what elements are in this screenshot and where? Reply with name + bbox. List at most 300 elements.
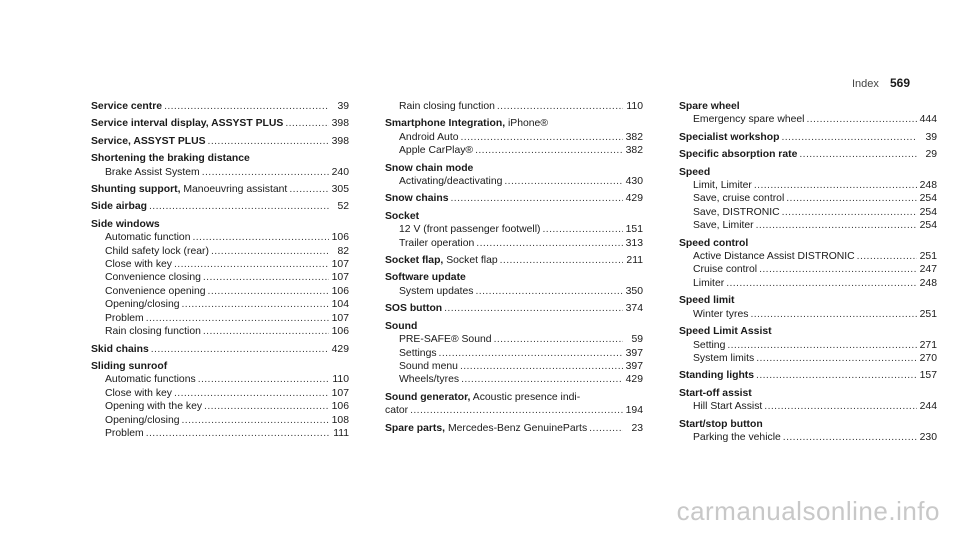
entry-subterm: Wheels/tyres <box>399 374 460 386</box>
page-ref: 270 <box>919 352 937 364</box>
entry-text <box>693 339 725 352</box>
entry-term: Snow chain mode <box>385 162 474 174</box>
entry-term: Shortening the braking distance <box>91 153 250 165</box>
page-ref: 350 <box>625 285 643 297</box>
index-line <box>385 285 643 298</box>
entry-subterm: Setting <box>693 339 726 351</box>
index-line <box>385 422 643 435</box>
index-line <box>679 131 937 144</box>
entry-subterm: Trailer operation <box>399 237 475 249</box>
page-ref: 429 <box>625 374 643 386</box>
entry-text <box>693 352 754 365</box>
entry-term: Socket flap, <box>385 255 444 267</box>
entry-term: Shunting support, <box>91 184 181 196</box>
entry-subterm: Emergency spare wheel <box>693 114 805 126</box>
entry-text <box>105 400 202 413</box>
entry-term: Speed limit <box>679 295 735 307</box>
dot-leader <box>192 231 329 244</box>
index-line <box>385 175 643 188</box>
page-ref: 107 <box>331 387 349 399</box>
entry-text <box>385 254 498 267</box>
dot-leader <box>783 431 917 444</box>
entry-subterm: Cruise control <box>693 264 758 276</box>
entry-heading <box>679 294 937 307</box>
page-ref: 398 <box>331 118 349 130</box>
section-title: Index <box>851 78 879 90</box>
index-entry <box>385 302 643 315</box>
dot-leader <box>174 387 329 400</box>
entry-text <box>385 192 449 205</box>
index-line <box>385 302 643 315</box>
page-ref: 251 <box>919 308 937 320</box>
entry-text <box>679 369 754 382</box>
page-ref: 430 <box>625 176 643 188</box>
dot-leader <box>543 223 623 236</box>
entry-text <box>105 298 180 311</box>
dot-leader <box>756 219 917 232</box>
page-ref: 382 <box>625 131 643 143</box>
index-entry <box>679 100 937 127</box>
page-ref: 397 <box>625 360 643 372</box>
entry-subterm: Opening/closing <box>105 414 180 426</box>
index-entry <box>385 254 643 267</box>
page-ref: 104 <box>331 299 349 311</box>
index-line <box>385 192 643 205</box>
dot-leader <box>182 414 329 427</box>
entry-subterm: PRE-SAFE® Sound <box>399 334 492 346</box>
index-line <box>385 333 643 346</box>
index-line <box>91 298 349 311</box>
entry-subterm: Rain closing function <box>105 326 201 338</box>
entry-heading <box>385 162 643 175</box>
index-line <box>679 431 937 444</box>
entry-subterm: Close with key <box>105 259 172 271</box>
page-ref: 29 <box>925 149 937 161</box>
entry-text <box>693 219 754 232</box>
index-line <box>385 347 643 360</box>
entry-text <box>693 400 762 413</box>
index-line <box>385 100 643 113</box>
entry-subterm: Brake Assist System <box>105 166 200 178</box>
page-ref: 110 <box>626 101 643 112</box>
index-entry <box>91 200 349 213</box>
index-entry <box>679 166 937 233</box>
index-line <box>679 250 937 263</box>
dot-leader <box>202 166 329 179</box>
entry-subterm: Problem <box>105 427 144 439</box>
entry-heading <box>679 325 937 338</box>
page-ref: 271 <box>919 339 937 351</box>
entry-term: SOS button <box>385 303 443 315</box>
entry-heading <box>679 387 937 400</box>
entry-subterm: Limit, Limiter <box>693 180 752 192</box>
index-entry <box>679 325 937 365</box>
entry-term: Software update <box>385 272 466 284</box>
page-ref: 248 <box>919 180 937 192</box>
entry-text <box>399 175 502 188</box>
index-line <box>91 373 349 386</box>
dot-leader <box>494 333 623 346</box>
dot-leader <box>151 343 329 356</box>
page-ref: 59 <box>631 334 643 346</box>
page-ref: 244 <box>919 401 937 413</box>
index-line <box>679 206 937 219</box>
page-ref: 23 <box>631 422 643 434</box>
entry-subterm: Socket flap <box>443 255 498 267</box>
index-line <box>679 400 937 413</box>
dot-leader <box>285 117 329 130</box>
entry-text <box>693 308 748 321</box>
entry-term: Speed control <box>679 237 749 249</box>
index-line <box>91 135 349 148</box>
index-entry <box>385 210 643 250</box>
entry-term: Start/stop button <box>679 418 763 430</box>
page-ref: 106 <box>331 326 349 338</box>
entry-text <box>399 373 459 386</box>
index-line <box>91 200 349 213</box>
entry-subterm: Manoeuvring assistant <box>180 184 288 196</box>
entry-term: Sound <box>385 320 418 332</box>
index-entry <box>385 117 643 157</box>
index-column-3 <box>679 100 937 448</box>
index-entry <box>679 294 937 321</box>
dot-leader <box>726 277 917 290</box>
entry-term: Sliding sunroof <box>91 360 168 372</box>
dot-leader <box>759 263 917 276</box>
entry-subterm: Save, DISTRONIC <box>693 206 780 218</box>
dot-leader <box>289 183 329 196</box>
dot-leader <box>174 258 329 271</box>
index-line <box>91 387 349 400</box>
dot-leader <box>208 285 329 298</box>
entry-text <box>399 144 473 157</box>
index-entry <box>385 100 643 113</box>
index-line <box>91 271 349 284</box>
entry-subterm: Winter tyres <box>693 308 749 320</box>
dot-leader <box>756 352 917 365</box>
dot-leader <box>799 148 917 161</box>
dot-leader <box>476 285 623 298</box>
page-ref: 247 <box>919 264 937 276</box>
dot-leader <box>451 192 623 205</box>
index-entry <box>385 391 643 418</box>
index-entry <box>679 369 937 382</box>
entry-term: Side airbag <box>91 201 148 213</box>
index-entry <box>91 152 349 179</box>
entry-heading <box>679 418 937 431</box>
entry-term: Sound generator, <box>385 391 471 403</box>
page-ref: 157 <box>919 370 937 382</box>
index-line <box>385 131 643 144</box>
index-column-1 <box>91 100 349 444</box>
dot-leader <box>500 254 623 267</box>
entry-text <box>105 231 190 244</box>
page-ref: 429 <box>625 193 643 205</box>
entry-heading <box>679 166 937 179</box>
entry-text <box>399 131 459 144</box>
page-ref: 444 <box>919 114 937 126</box>
index-line <box>679 308 937 321</box>
index-line <box>91 312 349 325</box>
dot-leader <box>146 427 329 440</box>
dot-leader <box>164 100 329 113</box>
index-entry <box>385 422 643 435</box>
dot-leader <box>444 302 623 315</box>
entry-text <box>385 302 442 315</box>
entry-text <box>693 192 784 205</box>
dot-leader <box>182 298 329 311</box>
entry-text <box>693 206 780 219</box>
index-entry <box>91 100 349 113</box>
dot-leader <box>211 245 329 258</box>
dot-leader <box>208 135 329 148</box>
entry-term: Skid chains <box>91 343 149 355</box>
entry-subterm: Convenience opening <box>105 285 206 297</box>
entry-subterm: Automatic function <box>105 232 191 244</box>
entry-text <box>679 148 797 161</box>
entry-text <box>105 245 209 258</box>
index-entry <box>91 343 349 356</box>
page-ref: 248 <box>919 277 937 289</box>
dot-leader <box>460 360 623 373</box>
page-ref: 254 <box>919 220 937 232</box>
entry-text <box>105 414 180 427</box>
entry-text <box>399 347 437 360</box>
page-ref: 107 <box>331 272 349 284</box>
page-ref: 52 <box>337 201 349 213</box>
entry-text <box>91 183 287 196</box>
entry-subterm: Save, Limiter <box>693 220 754 232</box>
index-line <box>91 117 349 130</box>
index-line <box>385 360 643 373</box>
page-ref: 254 <box>919 193 937 205</box>
index-entry <box>385 162 643 189</box>
dot-leader <box>750 308 917 321</box>
entry-term: Start-off assist <box>679 387 752 399</box>
entry-text <box>399 285 474 298</box>
entry-text <box>105 312 144 325</box>
index-line <box>91 343 349 356</box>
entry-subterm: Automatic functions <box>105 374 196 386</box>
entry-term: Speed <box>679 166 711 178</box>
entry-text <box>693 250 855 263</box>
dot-leader <box>589 422 623 435</box>
index-line <box>385 144 643 157</box>
entry-text <box>399 100 495 113</box>
page-ref: 254 <box>919 206 937 218</box>
entry-text <box>105 325 201 338</box>
dot-leader <box>476 237 623 250</box>
index-entry <box>679 131 937 144</box>
page-ref: 107 <box>331 312 349 324</box>
entry-subterm: Parking the vehicle <box>693 431 781 443</box>
dot-leader <box>203 271 329 284</box>
page-ref: 374 <box>625 303 643 315</box>
dot-leader <box>857 250 917 263</box>
dot-leader <box>439 347 623 360</box>
page-ref: 106 <box>331 232 349 244</box>
index-column-2 <box>385 100 643 439</box>
entry-subterm: Child safety lock (rear) <box>105 245 209 257</box>
dot-leader <box>149 200 329 213</box>
index-line <box>91 166 349 179</box>
index-line <box>385 237 643 250</box>
entry-term: Standing lights <box>679 370 755 382</box>
entry-subterm: Apple CarPlay® <box>399 145 474 157</box>
page-ref: 305 <box>331 184 349 196</box>
entry-subterm: Convenience closing <box>105 272 201 284</box>
dot-leader <box>764 400 917 413</box>
dot-leader <box>781 131 917 144</box>
dot-leader <box>204 400 329 413</box>
page-ref: 397 <box>625 347 643 359</box>
watermark: carmanualsonline.info <box>676 496 940 526</box>
index-entry <box>91 360 349 440</box>
page-ref: 82 <box>337 245 349 257</box>
page-ref: 110 <box>332 374 349 386</box>
index-entry <box>385 192 643 205</box>
index-line <box>679 277 937 290</box>
entry-heading <box>385 117 643 130</box>
page-ref: 211 <box>626 255 643 267</box>
dot-leader <box>806 113 917 126</box>
entry-heading <box>91 360 349 373</box>
entry-term: Specific absorption rate <box>679 149 798 161</box>
entry-subterm: Active Distance Assist DISTRONIC <box>693 251 855 263</box>
entry-subterm: Limiter <box>693 277 725 289</box>
dot-leader <box>410 404 623 417</box>
index-entry <box>91 183 349 196</box>
entry-subterm: Opening/closing <box>105 299 180 311</box>
page-ref: 251 <box>919 251 937 263</box>
entry-text <box>91 200 147 213</box>
entry-text <box>399 333 492 346</box>
entry-term: Snow chains <box>385 193 449 205</box>
index-line <box>91 414 349 427</box>
entry-subterm: iPhone® <box>505 118 548 130</box>
entry-text <box>399 223 541 236</box>
page-ref: 107 <box>331 259 349 271</box>
entry-subterm: Rain closing function <box>399 101 495 112</box>
entry-text <box>105 427 144 440</box>
index-line <box>679 263 937 276</box>
dot-leader <box>461 373 623 386</box>
dot-leader <box>756 369 917 382</box>
index-line <box>91 245 349 258</box>
entry-text <box>693 113 804 126</box>
entry-text <box>91 117 283 130</box>
entry-heading <box>91 218 349 231</box>
index-line <box>91 258 349 271</box>
entry-subterm: Problem <box>105 312 144 324</box>
entry-subterm: System limits <box>693 352 755 364</box>
index-entry <box>91 135 349 148</box>
entry-text: cator <box>385 405 409 417</box>
entry-text <box>105 373 196 386</box>
index-line <box>91 183 349 196</box>
entry-term: Speed Limit Assist <box>679 326 772 338</box>
entry-subterm: Settings <box>399 347 437 359</box>
entry-heading <box>679 100 937 113</box>
page-ref: 230 <box>919 431 937 443</box>
entry-text <box>693 179 752 192</box>
index-line <box>679 179 937 192</box>
index-line <box>385 373 643 386</box>
dot-leader <box>497 100 623 113</box>
page-ref: 111 <box>333 427 349 439</box>
index-entry <box>679 237 937 291</box>
page-ref: 194 <box>625 405 643 417</box>
entry-term: Socket <box>385 210 420 222</box>
entry-term: Service interval display, ASSYST PLUS <box>91 118 284 130</box>
index-line <box>679 219 937 232</box>
entry-subterm: Activating/deactivating <box>399 176 503 188</box>
entry-term: Side windows <box>91 218 160 230</box>
entry-text <box>693 263 757 276</box>
index-entry <box>679 418 937 445</box>
page-ref: 429 <box>331 343 349 355</box>
index-line <box>91 100 349 113</box>
index-line <box>91 231 349 244</box>
index-entry <box>385 271 643 298</box>
index-line <box>679 352 937 365</box>
entry-text <box>105 271 201 284</box>
entry-subterm: Acoustic presence indi- <box>470 391 581 403</box>
entry-text <box>105 387 172 400</box>
entry-text <box>91 343 149 356</box>
entry-text <box>399 237 474 250</box>
page-ref: 313 <box>625 237 643 249</box>
index-entry <box>385 320 643 387</box>
entry-text <box>385 422 587 435</box>
entry-term: Spare parts, <box>385 422 446 434</box>
entry-subterm: Sound menu <box>399 360 458 372</box>
index-line <box>385 404 643 417</box>
index-line <box>385 223 643 236</box>
entry-heading <box>91 152 349 165</box>
entry-term: Service centre <box>91 101 163 112</box>
page-ref: 151 <box>625 224 643 236</box>
entry-subterm: Android Auto <box>399 131 459 143</box>
page-ref: 108 <box>331 414 349 426</box>
entry-heading <box>679 237 937 250</box>
index-entry <box>679 387 937 414</box>
entry-term: Service, ASSYST PLUS <box>91 135 206 147</box>
entry-text <box>105 285 206 298</box>
index-line <box>679 148 937 161</box>
entry-term: Smartphone Integration, <box>385 118 506 130</box>
page-ref: 39 <box>337 101 349 112</box>
entry-text <box>91 100 162 113</box>
entry-subterm: Mercedes-Benz GenuineParts <box>445 422 588 434</box>
index-line <box>385 254 643 267</box>
page-ref: 106 <box>331 285 349 297</box>
entry-text <box>105 166 200 179</box>
entry-term: Spare wheel <box>679 101 740 112</box>
entry-text <box>693 431 781 444</box>
index-line <box>679 192 937 205</box>
page-ref: 106 <box>331 401 349 413</box>
page-ref: 398 <box>331 135 349 147</box>
entry-text <box>105 258 172 271</box>
index-entry <box>91 117 349 130</box>
page-ref: 39 <box>925 131 937 143</box>
dot-leader <box>504 175 623 188</box>
entry-text <box>91 135 206 148</box>
entry-heading <box>385 271 643 284</box>
dot-leader <box>461 131 623 144</box>
dot-leader <box>146 312 329 325</box>
